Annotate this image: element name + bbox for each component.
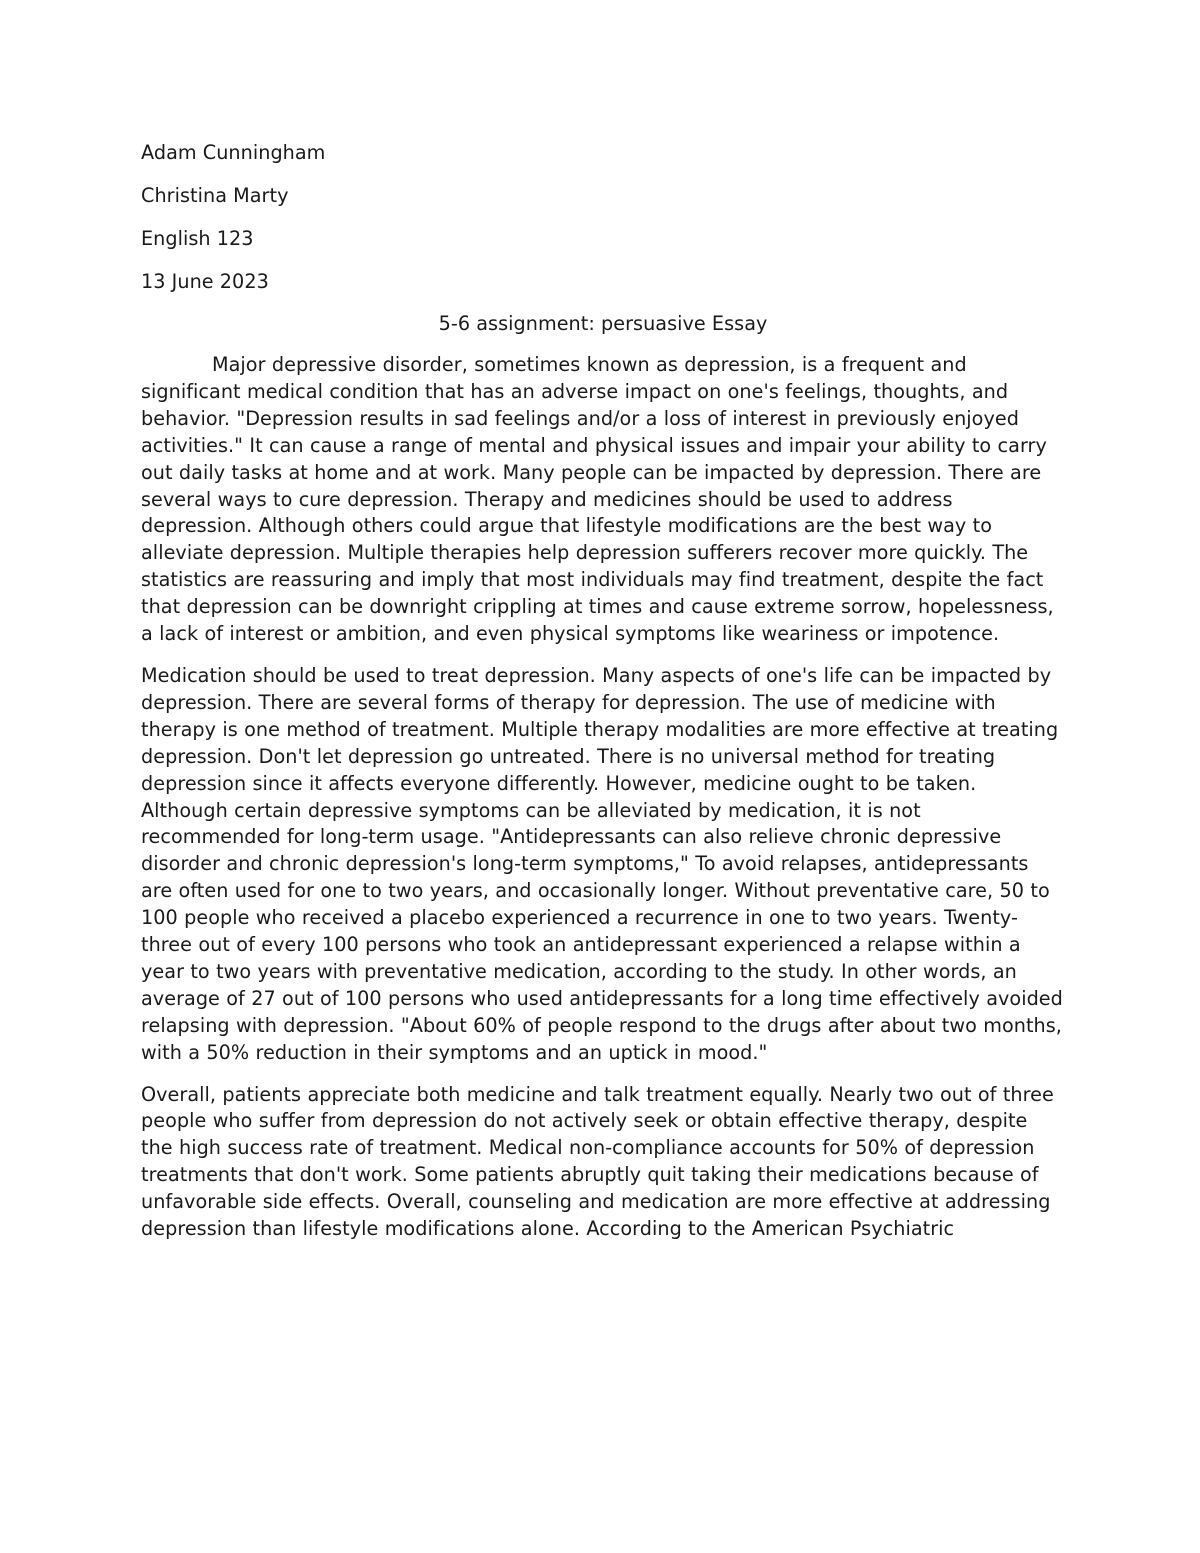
course-name: English 123: [141, 227, 254, 250]
paragraph-overall: Overall, patients appreciate both medicine and talk treatment equally. Nearly two out of three people who suffer from depression do not actively seek or obtain effective therapy, despite the high success rate of treatment. Medical non-compliance accounts for 50% of depression treatments that don't work. Some patients abruptly quit taking their medications because of unfavorable side effects. Overall, counseling and medication are more effective at addressing depression than lifestyle modifications alone. According to the American Psychiatric: [141, 1082, 1054, 1241]
essay-date: 13 June 2023: [141, 270, 269, 293]
paragraph-introduction: Major depressive disorder, sometimes known as depression, is a frequent and significant medical condition that has an adverse impact on one's feelings, thoughts, and behavior. "Depression results in sad feelings and/or a loss of interest in previously enjoyed activities." It can cause a range of mental and physical issues and impair your ability to carry out daily tasks at home and at work. Many people can be impacted by depression. There are several ways to cure depression. Therapy and medicines should be used to address depression. Although others could argue that lifestyle modifications are the best way to alleviate depression. Multiple therapies help depression sufferers recover more quickly. The statistics are reassuring and imply that most individuals may find treatment, despite the fact that depression can be downright crippling at times and cause extreme sorrow, hopelessness, a lack of interest or ambition, and even physical symptoms like weariness or impotence.: [141, 353, 1054, 646]
student-name: Adam Cunningham: [141, 141, 326, 164]
instructor-name: Christina Marty: [141, 184, 289, 207]
essay-title: 5-6 assignment: persuasive Essay: [438, 312, 768, 335]
document-body: [141, 138, 1065, 1258]
paragraph-medication: Medication should be used to treat depression. Many aspects of one's life can be impacted by depression. There are several forms of therapy for depression. The use of medicine with therapy is one method of treatment. Multiple therapy modalities are more effective at treating depression. Don't let depression go untreated. There is no universal method for treating depression since it affects everyone differently. However, medicine ought to be taken. Although certain depressive symptoms can be alleviated by medication, it is not recommended for long-term usage. "Antidepressants can also relieve chronic depressive disorder and chronic depression's long-term symptoms," To avoid relapses, antidepressants are often used for one to two years, and occasionally longer. Without preventative care, 50 to 100 people who received a placebo experienced a recurrence in one to two years. Twenty-three out of every 100 persons who took an antidepressant experienced a relapse within a year to two years with preventative medication, according to the study. In other words, an average of 27 out of 100 persons who used antidepressants for a long time effectively avoided relapsing with depression. "About 60% of people respond to the drugs after about two months, with a 50% reduction in their symptoms and an uptick in mood.": [141, 663, 1063, 1064]
